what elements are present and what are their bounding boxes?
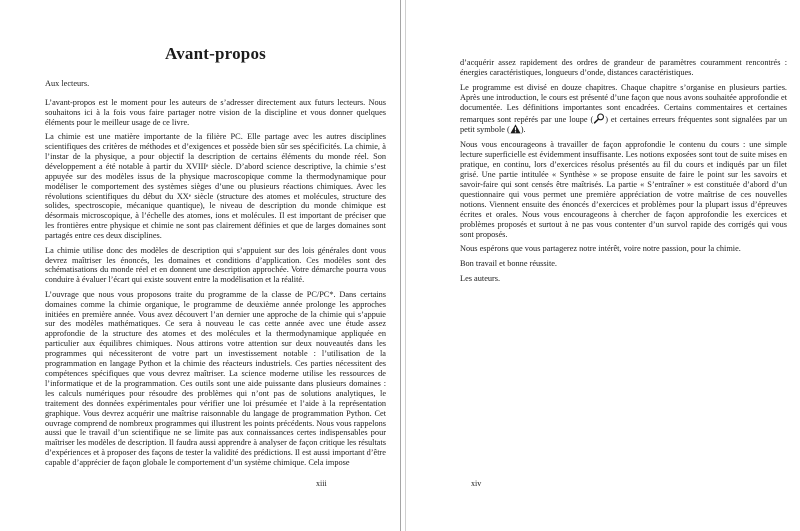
page-number-right: xiv: [471, 479, 482, 488]
structure-paragraph-text-2: ) et certaines erreurs fréquentes sont signalées par un petit symbole (: [460, 114, 787, 135]
study-advice-paragraph: Nous vous encourageons à travailler de façon approfondie le contenu du cours : une simple lecture superficielle est évidemment insuffisante. Les notions exposées sont tout de suite mises en pratique, en continu, lors d’exercices résolus présentés au fil du cours et indiqués par un filet grisé. Une partie intitulée « Synthèse » se propose ensuite de faire le point sur les savoirs et savoir-faire qui sont censés être maîtrisés. La partie « S’entraîner » est constituée d’abord d’un questionnaire qui vous permet une première appréciation de votre maîtrise de ces nouvelles notions. Viennent ensuite des énoncés d’exercices et problèmes pour la plupart issus d’épreuves écrites et orales. Nous vous encourageons à chercher de façon approfondie les exercices et problèmes proposés et surtout à ne pas vous contenter d’un survol rapide des corrigés qui vous sont proposés.: [460, 140, 787, 239]
salutation-line: Aux lecteurs.: [45, 79, 90, 88]
continuation-paragraph: d’acquérir assez rapidement des ordres de grandeur de paramètres couramment rencontrés : énergies caractéristiques, longueurs d’onde, distances caractéristiques.: [460, 58, 787, 77]
closing-signature-line: Les auteurs.: [460, 274, 501, 284]
foreword-paragraph-2: La chimie est une matière importante de la filière PC. Elle partage avec les autres disciplines scientifiques des critères de méthodes et d’exigences et possède bien sûr ses spécificités. La chimie, à l’instar de la physique, a pour objectif la description de certains éléments du monde réel. Son développement a été notable à partir du XVIIIᵉ siècle. D’abord science descriptive, la chimie s’est appuyée sur des modèles issus de la physique macroscopique comme la thermodynamique pour modéliser le comportement des systèmes sièges d’une ou plusieurs réactions chimiques. Avec les révolutions scientifiques du début du XXᵉ siècle (structure des atomes et molécules, structure des solides, spectroscopie, mécanique quantique), le niveau de description du monde chimique est désormais microscopique, à l’échelle des atomes, ions et molécules. Il est important de préciser que les frontières entre physique et chimie ne sont pas clairement définies et que de larges domaines sont partagés entre ces deux disciplines.: [45, 132, 386, 241]
page-title: Avant-propos: [165, 44, 266, 63]
closing-hope-line: Nous espérons que vous partagerez notre intérêt, voire notre passion, pour la chimie.: [460, 244, 741, 254]
structure-paragraph-text-3: ).: [520, 125, 526, 135]
closing-wish-line: Bon travail et bonne réussite.: [460, 259, 558, 269]
right-page: [405, 0, 799, 531]
loupe-icon: [593, 113, 605, 124]
structure-paragraph: [460, 83, 787, 136]
structure-paragraph-text-1: Le programme est divisé en douze chapitres. Chaque chapitre s’organise en plusieurs parties. Après une introduction, le cours est présenté d’une façon que nous avons souhaitée approfondie et documentée. Les définitions importantes sont encadrées. Certains commentaires et certaines remarques sont repérés par une loupe (: [460, 82, 787, 124]
foreword-paragraph-3: La chimie utilise donc des modèles de description qui s’appuient sur des lois générales dont vous devrez maîtriser les énoncés, les domaines et conditions d’application. Ces modèles sont des schématisations du monde réel et en donnent une description approchée. Votre démarche pourra vous conduire à évaluer l’écart qui existe souvent entre la modélisation et la réalité.: [45, 245, 386, 285]
foreword-paragraph-1: L’avant-propos est le moment pour les auteurs de s’adresser directement aux futurs lecteurs. Nous souhaitons ici à la fois vous faire partager notre vision de la discipline et vous donner quelques éléments pour le meilleur usage de ce livre.: [45, 97, 386, 127]
foreword-paragraph-4: L’ouvrage que nous vous proposons traite du programme de la classe de PC/PC*. Dans certains domaines comme la chimie organique, le programme de deuxième année prolonge les approches initiées en première année. Vous avez découvert l’an dernier une approche de la chimie qui s’appuie sur des modèles mathématiques. Ce sera à nouveau le cas cette année avec une étude assez approfondie de la structure des atomes et des molécules et la thermodynamique appliquée en particulier aux équilibres chimiques. Nous attirons votre attention sur deux nouveautés dans les programmes qui nécessiteront de votre part un investissement notable : l’utilisation de la programmation en langage Python et la chimie des réacteurs industriels. Ces parties nécessitent des compétences spécifiques que vous devrez maîtriser. La science moderne utilise les ressources de l’informatique et de la programmation. Ces outils sont une aide puissante dans plusieurs domaines : les calculs numériques pour résoudre des problèmes qui n’ont pas de solutions analytiques, le traitement des données expérimentales pour vérifier une loi présumée et l’aide à la représentation graphique. Vous devrez acquérir une maîtrise raisonnable du langage de programmation Python. Cet ouvrage comprend de nombreux programmes qui illustrent les points précédents. Nous vous rappelons aussi que le travail d’un scientifique ne se limite pas aux connaissances certes indispensables pour maîtriser les modèles de description. Il faudra aussi apprendre à analyser de façon critique les résultats d’expériences et à proposer des façons de tester la validité des prédictions. Il est aussi important d’être capable d’apprécier de façon globale le comportement d’un système chimique. Cela impose: [45, 289, 386, 468]
warning-icon: [510, 124, 521, 134]
page-number-left: xiii: [316, 479, 327, 488]
